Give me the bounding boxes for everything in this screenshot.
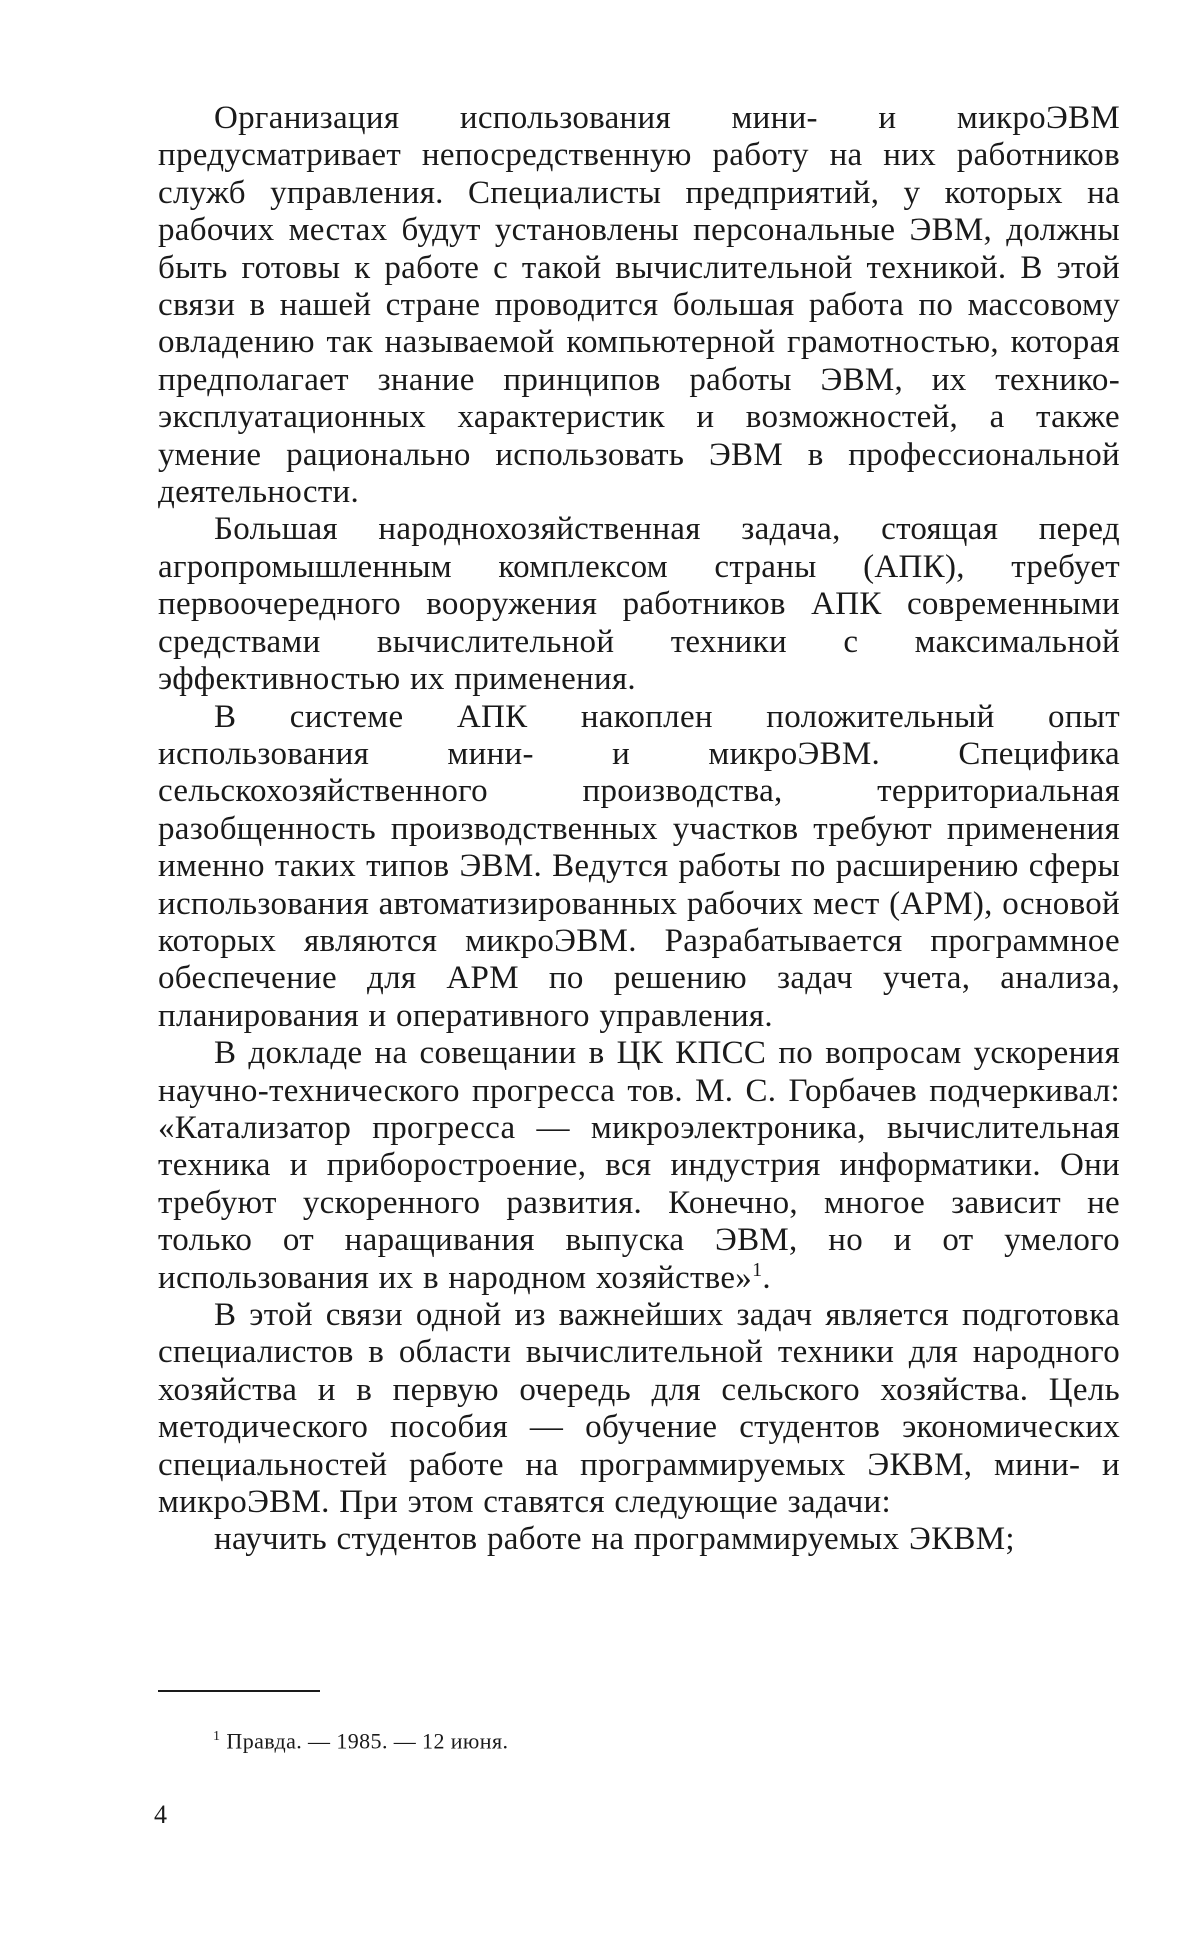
footnote-text: Правда. — 1985. — 12 июня. xyxy=(226,1728,509,1754)
footnote-mark: 1 xyxy=(213,1729,221,1744)
paragraph-3: В системе АПК накоплен положительный опыт использования мини- и микроЭВМ. Специфика сельскохозяйственного производства, территориальная разобщенность производственных участков требуют применения именно таких типов ЭВМ. Ведутся работы по расширению сферы использования автоматизированных рабочих мест (АРМ), основой которых являются микроЭВМ. Разрабатывается программное обеспечение для АРМ по решению задач учета, анализа, планирования и оперативного управления. xyxy=(158,698,1120,1034)
page-number: 4 xyxy=(154,1800,167,1829)
footnote-reference: 1 xyxy=(752,1258,763,1281)
paragraph-4: В докладе на совещании в ЦК КПСС по вопросам ускорения научно-технического прогресса тов. М. С. Горбачев подчеркивал: «Катализатор прогресса — микроэлектроника, вычислительная техника и приборостроение, вся индустрия информатики. Они требуют ускоренного развития. Конечно, многое зависит не только от наращивания выпуска ЭВМ, но и от умелого использования их в народном хозяйстве»$^1$. xyxy=(158,1035,1120,1296)
footnote-divider xyxy=(158,1690,320,1692)
body-text xyxy=(158,100,1120,1559)
footnote xyxy=(213,1724,508,1754)
paragraph-1: Организация использования мини- и микроЭВМ предусматривает непосредственную работу на них работников служб управления. Специалисты предприятий, у которых на рабочих местах будут установлены персональные ЭВМ, должны быть готовы к работе с такой вычислительной техникой. В этой связи в нашей стране проводится большая работа по массовому овладению так называемой компьютерной грамотностью, которая предполагает знание принципов работы ЭВМ, их технико-эксплуатационных характеристик и возможностей, а также умение рационально использовать ЭВМ в профессиональной деятельности. xyxy=(158,100,1120,511)
paragraph-5: В этой связи одной из важнейших задач является подготовка специалистов в области вычислительной техники для народного хозяйства и в первую очередь для сельского хозяйства. Цель методического пособия — обучение студентов экономических специальностей работе на программируемых ЭКВМ, мини- и микроЭВМ. При этом ставятся следующие задачи: xyxy=(158,1297,1120,1521)
paragraph-6: научить студентов работе на программируемых ЭКВМ; xyxy=(214,1521,1015,1558)
paragraph-2: Большая народнохозяйственная задача, стоящая перед агропромышленным комплексом страны (АПК), требует первоочередного вооружения работников АПК современными средствами вычислительной техники с максимальной эффективностью их применения. xyxy=(158,511,1120,698)
paragraph-4-text: В докладе на совещании в ЦК КПСС по вопросам ускорения научно-технического прогресса тов. М. С. Горбачев подчеркивал: «Катализатор прогресса — микроэлектроника, вычислительная техника и приборостроение, вся индустрия информатики. Они требуют ускоренного развития. Конечно, многое зависит не только от наращивания выпуска ЭВМ, но и от умелого использования их в народном хозяйстве» xyxy=(158,1035,1120,1296)
